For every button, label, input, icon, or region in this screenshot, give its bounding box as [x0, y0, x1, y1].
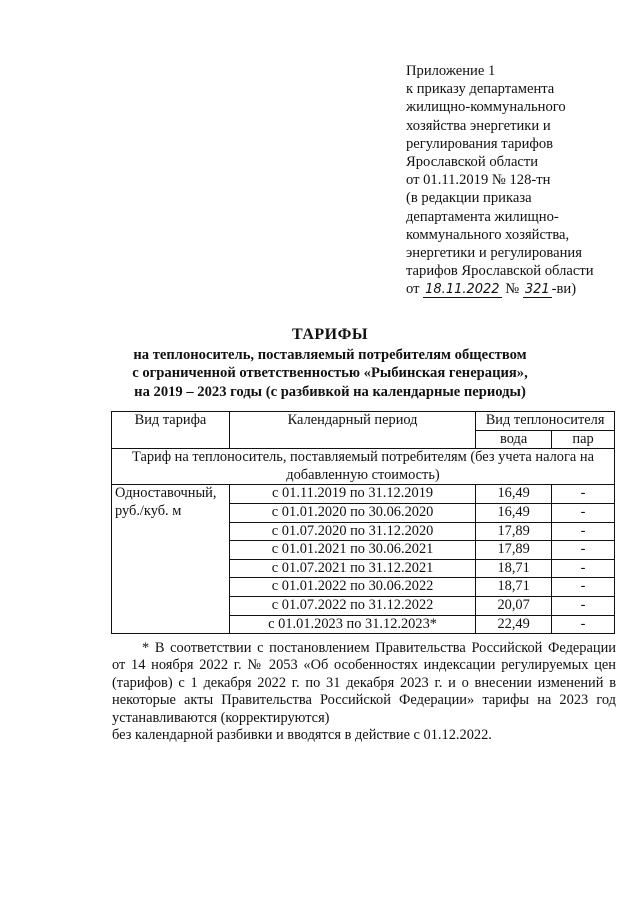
header-water: вода [476, 430, 552, 449]
appendix-line: к приказу департамента [406, 81, 555, 98]
appendix-line: (в редакции приказа [406, 190, 532, 207]
header-period: Календарный период [229, 412, 475, 449]
number-sign: № [505, 281, 520, 298]
period-cell: с 01.07.2020 по 31.12.2020 [229, 522, 475, 541]
appendix-line: энергетики и регулирования [406, 245, 582, 262]
header-tariff-type: Вид тарифа [112, 412, 230, 449]
appendix-prefix: от [406, 281, 420, 298]
steam-cell: - [552, 503, 615, 522]
table-section-row [112, 449, 615, 485]
water-cell: 17,89 [476, 541, 552, 560]
appendix-line: департамента жилищно- [406, 208, 559, 225]
steam-cell: - [552, 578, 615, 597]
appendix-line: тарифов Ярославской области [406, 263, 594, 280]
table-row [112, 485, 615, 504]
water-cell: 16,49 [476, 485, 552, 504]
water-cell: 22,49 [476, 615, 552, 634]
water-cell: 20,07 [476, 596, 552, 615]
title-line: с ограниченной ответственностью «Рыбинская генерация», [132, 365, 528, 382]
handwritten-date: 18.11.2022 [425, 282, 500, 298]
handwritten-number: 321 [524, 282, 550, 298]
appendix-suffix: -ви) [551, 281, 577, 298]
steam-cell: - [552, 522, 615, 541]
appendix-line: коммунального хозяйства, [406, 226, 570, 243]
title-line: на теплоноситель, поставляемый потребителям обществом [133, 347, 527, 364]
water-cell: 17,89 [476, 522, 552, 541]
appendix-line: жилищно-коммунального [406, 99, 566, 116]
steam-cell: - [552, 596, 615, 615]
appendix-line: Ярославской области [406, 154, 539, 171]
water-cell: 18,71 [476, 578, 552, 597]
tariff-name: Одноставочный, руб./куб. м [112, 485, 230, 634]
appendix-line: хозяйства энергетики и [406, 117, 551, 134]
footnote-last-line: без календарной разбивки и вводятся в действие с 01.12.2022. [112, 727, 492, 744]
period-cell: с 01.01.2021 по 30.06.2021 [229, 541, 475, 560]
header-steam: пар [552, 430, 615, 449]
period-cell: с 01.11.2019 по 31.12.2019 [229, 485, 475, 504]
appendix-last-line [406, 280, 632, 298]
period-cell: с 01.01.2022 по 30.06.2022 [229, 578, 475, 597]
section-caption: Тариф на теплоноситель, поставляемый потребителям (без учета налога на добавленную стоимость) [112, 449, 615, 485]
footnote-text: * В соответствии с постановлением Правительства Российской Федерации от 14 ноября 2022 г. № 2053 «Об особенностях индексации регулируемых цен (тарифов) с 1 декабря 2022 г. по 31 декабря 2023 г. и о внесении изменений в некоторые акты Правительства Российской Федерации» тарифы на 2023 год устанавливаются (корректируются) [112, 640, 616, 726]
steam-cell: - [552, 541, 615, 560]
appendix-line: Приложение 1 [406, 63, 496, 79]
tariff-table [111, 411, 615, 634]
header-carrier: Вид теплоносителя [476, 412, 615, 431]
footnote [112, 640, 616, 744]
appendix-line: регулирования тарифов [406, 135, 554, 152]
period-cell: с 01.01.2023 по 31.12.2023* [229, 615, 475, 634]
water-cell: 18,71 [476, 559, 552, 578]
period-cell: с 01.07.2022 по 31.12.2022 [229, 596, 475, 615]
period-cell: с 01.01.2020 по 30.06.2020 [229, 503, 475, 522]
table-header-row [112, 412, 615, 431]
steam-cell: - [552, 615, 615, 634]
title-line: на 2019 – 2023 годы (с разбивкой на календарные периоды) [134, 383, 526, 400]
steam-cell: - [552, 559, 615, 578]
appendix-line: от 01.11.2019 № 128-тн [406, 172, 551, 189]
steam-cell: - [552, 485, 615, 504]
water-cell: 16,49 [476, 503, 552, 522]
appendix-block [406, 62, 632, 299]
period-cell: с 01.07.2021 по 31.12.2021 [229, 559, 475, 578]
title-heading: ТАРИФЫ [291, 326, 369, 343]
document-title [100, 326, 560, 401]
